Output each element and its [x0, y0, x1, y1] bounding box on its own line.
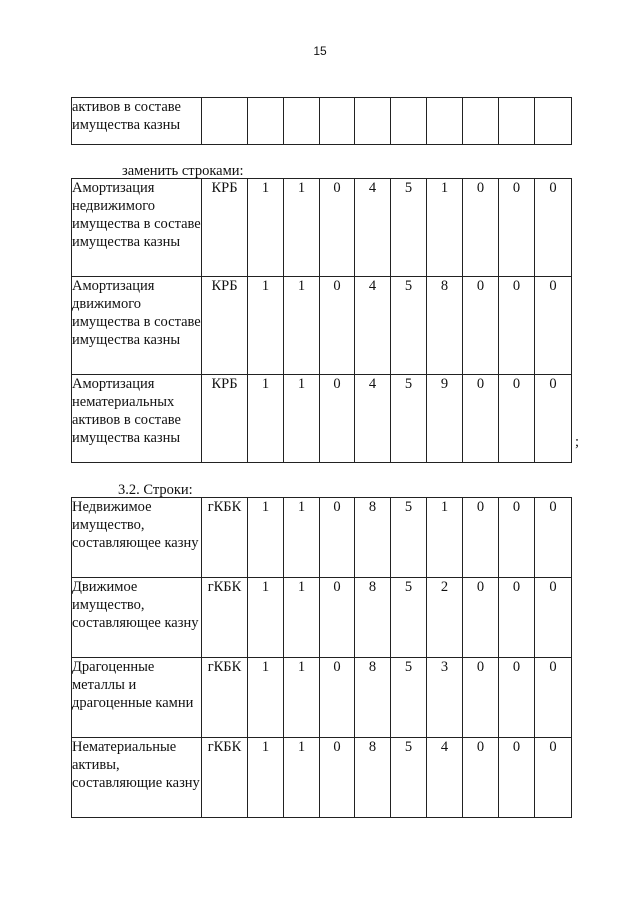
digit-cell: 5: [391, 498, 427, 578]
digit-cell: 5: [391, 738, 427, 818]
digit-cell: [284, 98, 320, 145]
row-description: Амортизация движимого имущества в составе имущества казны: [72, 277, 202, 375]
section-label: 3.2. Строки:: [118, 482, 193, 498]
digit-cell: 4: [355, 375, 391, 463]
row-code: гКБК: [202, 738, 248, 818]
digit-cell: 0: [463, 498, 499, 578]
digit-cell: 4: [427, 738, 463, 818]
digit-cell: 1: [284, 179, 320, 277]
digit-cell: 1: [284, 658, 320, 738]
table-section-3-2: [71, 497, 572, 818]
digit-cell: 8: [355, 578, 391, 658]
digit-cell: 0: [499, 179, 535, 277]
table-row: [72, 498, 572, 578]
replace-label: заменить строками:: [122, 163, 244, 179]
digit-cell: 0: [535, 498, 572, 578]
digit-cell: 1: [284, 498, 320, 578]
digit-cell: 0: [320, 277, 355, 375]
digit-cell: 1: [248, 498, 284, 578]
digit-cell: [320, 98, 355, 145]
digit-cell: 0: [320, 498, 355, 578]
digit-cell: 0: [320, 658, 355, 738]
digit-cell: 5: [391, 658, 427, 738]
digit-cell: 5: [391, 578, 427, 658]
row-code: КРБ: [202, 179, 248, 277]
digit-cell: 0: [463, 375, 499, 463]
digit-cell: [535, 98, 572, 145]
digit-cell: 1: [248, 658, 284, 738]
digit-cell: 2: [427, 578, 463, 658]
digit-cell: 0: [535, 738, 572, 818]
digit-cell: 0: [463, 578, 499, 658]
digit-cell: 0: [535, 658, 572, 738]
digit-cell: 1: [248, 578, 284, 658]
table-row: [72, 277, 572, 375]
digit-cell: 1: [248, 277, 284, 375]
digit-cell: [355, 98, 391, 145]
digit-cell: 0: [463, 738, 499, 818]
digit-cell: 1: [248, 738, 284, 818]
digit-cell: 0: [463, 277, 499, 375]
table-row: [72, 658, 572, 738]
end-semicolon: ;: [575, 434, 580, 450]
row-description: Движимое имущество, составляющее казну: [72, 578, 202, 658]
row-code: гКБК: [202, 658, 248, 738]
digit-cell: 8: [355, 658, 391, 738]
digit-cell: 8: [427, 277, 463, 375]
digit-cell: [248, 98, 284, 145]
digit-cell: 5: [391, 277, 427, 375]
row-description: Амортизация нематериальных активов в составе имущества казны: [72, 375, 202, 463]
digit-cell: 0: [320, 179, 355, 277]
digit-cell: 0: [535, 179, 572, 277]
table-row: [72, 578, 572, 658]
digit-cell: 0: [499, 498, 535, 578]
digit-cell: 0: [499, 738, 535, 818]
digit-cell: [427, 98, 463, 145]
digit-cell: 0: [535, 375, 572, 463]
digit-cell: 1: [248, 375, 284, 463]
digit-cell: 4: [355, 179, 391, 277]
row-code: КРБ: [202, 277, 248, 375]
digit-cell: 1: [284, 375, 320, 463]
page-number: 15: [313, 44, 327, 58]
digit-cell: [391, 98, 427, 145]
digit-cell: 0: [535, 277, 572, 375]
digit-cell: 0: [499, 277, 535, 375]
table-replacement: [71, 178, 572, 463]
row-code: КРБ: [202, 375, 248, 463]
row-description: Недвижимое имущество, составляющее казну: [72, 498, 202, 578]
digit-cell: 4: [355, 277, 391, 375]
table-row: [72, 375, 572, 463]
digit-cell: 1: [284, 738, 320, 818]
digit-cell: [463, 98, 499, 145]
table-row: [72, 179, 572, 277]
digit-cell: 1: [284, 277, 320, 375]
digit-cell: 0: [320, 738, 355, 818]
digit-cell: [499, 98, 535, 145]
digit-cell: 8: [355, 738, 391, 818]
digit-cell: 3: [427, 658, 463, 738]
digit-cell: 0: [499, 375, 535, 463]
row-description: Драгоценные металлы и драгоценные камни: [72, 658, 202, 738]
digit-cell: 0: [535, 578, 572, 658]
table-row: [72, 738, 572, 818]
digit-cell: 5: [391, 179, 427, 277]
digit-cell: 0: [499, 578, 535, 658]
table-row: [72, 98, 572, 145]
digit-cell: 8: [355, 498, 391, 578]
digit-cell: 1: [427, 498, 463, 578]
digit-cell: 0: [463, 179, 499, 277]
digit-cell: 0: [320, 578, 355, 658]
digit-cell: 1: [427, 179, 463, 277]
digit-cell: 9: [427, 375, 463, 463]
row-code: [202, 98, 248, 145]
digit-cell: 0: [320, 375, 355, 463]
digit-cell: 0: [499, 658, 535, 738]
digit-cell: 0: [463, 658, 499, 738]
digit-cell: 5: [391, 375, 427, 463]
row-code: гКБК: [202, 578, 248, 658]
table-before: [71, 97, 572, 145]
row-description: Нематериальные активы, составляющие казну: [72, 738, 202, 818]
digit-cell: 1: [284, 578, 320, 658]
digit-cell: 1: [248, 179, 284, 277]
row-description: Амортизация недвижимого имущества в составе имущества казны: [72, 179, 202, 277]
row-code: гКБК: [202, 498, 248, 578]
row-description: активов в составе имущества казны: [72, 98, 202, 145]
